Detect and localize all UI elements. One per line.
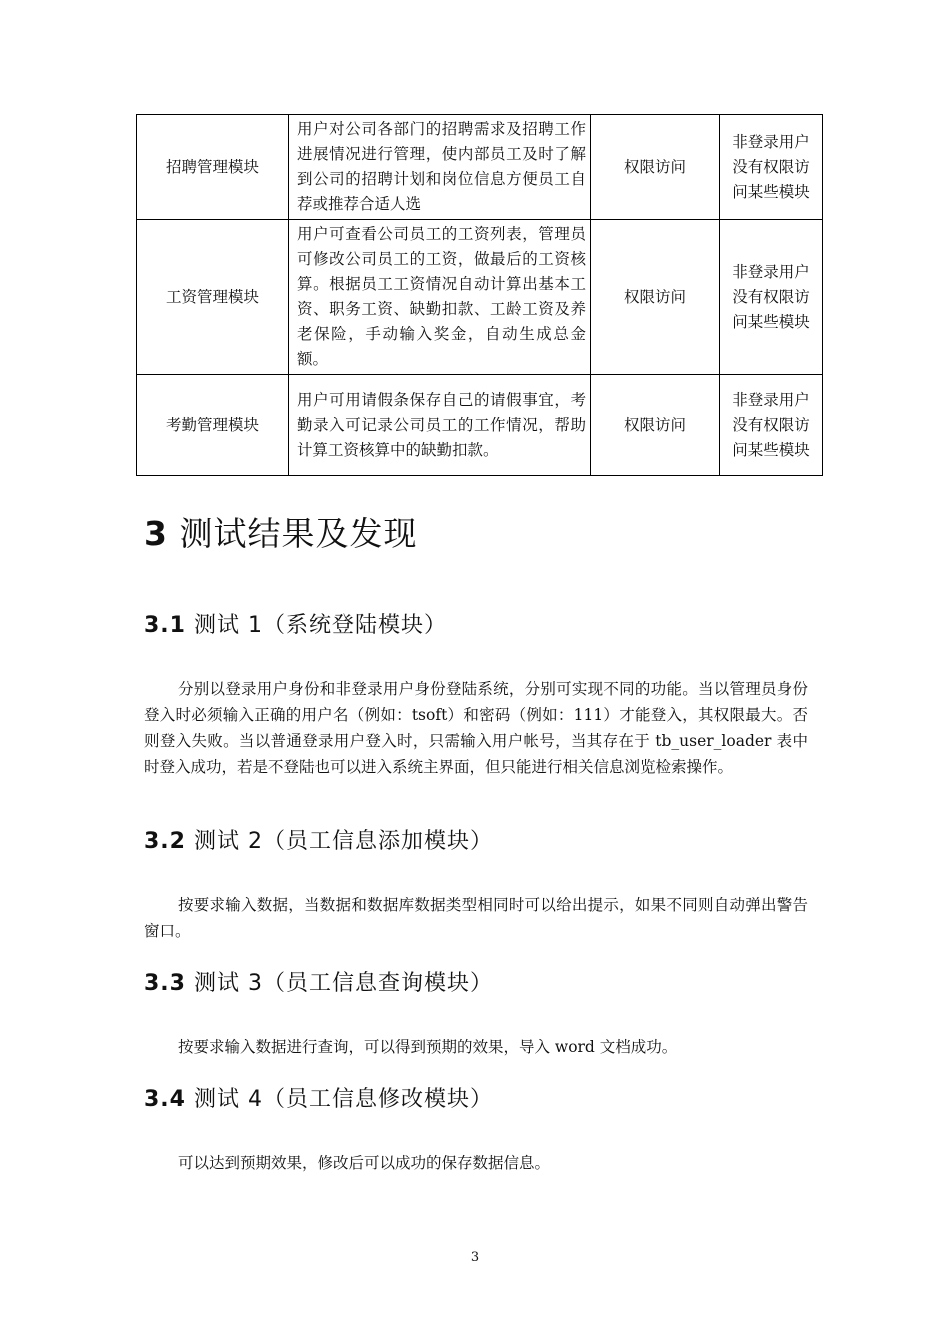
note-cell: 非登录用户没有权限访问某些模块 xyxy=(720,220,823,375)
subsection-number: 3.2 xyxy=(144,829,186,854)
subsection-number: 3.1 xyxy=(144,613,186,638)
subsection-heading xyxy=(144,1082,493,1113)
module-description-cell: 用户可查看公司员工的工资列表，管理员可修改公司员工的工资，做最后的工资核算。根据员工工资情况自动计算出基本工资、职务工资、缺勤扣款、工龄工资及养老保险，手动输入奖金，自动生成总金额。 xyxy=(289,220,591,375)
subsection-heading xyxy=(144,608,447,639)
subsection-heading xyxy=(144,824,493,855)
access-cell: 权限访问 xyxy=(591,375,720,476)
body-paragraph: 按要求输入数据，当数据和数据库数据类型相同时可以给出提示，如果不同则自动弹出警告窗口。 xyxy=(144,896,808,940)
note-cell: 非登录用户没有权限访问某些模块 xyxy=(720,375,823,476)
subsection-number: 3.3 xyxy=(144,971,186,996)
section-title: 测试结果及发现 xyxy=(179,514,418,553)
module-name-cell: 工资管理模块 xyxy=(137,220,289,375)
module-description-cell: 用户可用请假条保存自己的请假事宜，考勤录入可记录公司员工的工作情况，帮助计算工资核算中的缺勤扣款。 xyxy=(289,375,591,476)
module-name-cell: 考勤管理模块 xyxy=(137,375,289,476)
note-cell: 非登录用户没有权限访问某些模块 xyxy=(720,115,823,220)
subsection-title: 测试 2（员工信息添加模块） xyxy=(193,829,493,854)
page-number: 3 xyxy=(470,1250,480,1265)
module-description-cell: 用户对公司各部门的招聘需求及招聘工作进展情况进行管理，使内部员工及时了解到公司的招聘计划和岗位信息方便员工自荐或推荐合适人选 xyxy=(289,115,591,220)
access-cell: 权限访问 xyxy=(591,115,720,220)
access-cell: 权限访问 xyxy=(591,220,720,375)
table-row xyxy=(137,375,823,476)
subsection-title: 测试 4（员工信息修改模块） xyxy=(193,1087,493,1112)
section-number: 3 xyxy=(144,514,168,553)
section-heading xyxy=(144,508,417,555)
subsection-heading xyxy=(144,966,493,997)
module-name-cell: 招聘管理模块 xyxy=(137,115,289,220)
body-paragraph: 可以达到预期效果，修改后可以成功的保存数据信息。 xyxy=(178,1154,551,1172)
subsection-title: 测试 1（系统登陆模块） xyxy=(193,613,447,638)
subsection-number: 3.4 xyxy=(144,1087,186,1112)
module-table xyxy=(136,114,823,476)
subsection-title: 测试 3（员工信息查询模块） xyxy=(193,971,493,996)
body-paragraph: 分别以登录用户身份和非登录用户身份登陆系统，分别可实现不同的功能。当以管理员身份登入时必须输入正确的用户名（例如：tsoft）和密码（例如：111）才能登入，其权限最大。否则登入失败。当以普通登录用户登入时，只需输入用户帐号，当其存在于 tb_user_loader 表中时登入成功，若是不登陆也可以进入系统主界面，但只能进行相关信息浏览检索操作。 xyxy=(144,680,808,776)
table-row xyxy=(137,220,823,375)
table-row xyxy=(137,115,823,220)
body-paragraph: 按要求输入数据进行查询，可以得到预期的效果，导入 word 文档成功。 xyxy=(178,1038,678,1056)
